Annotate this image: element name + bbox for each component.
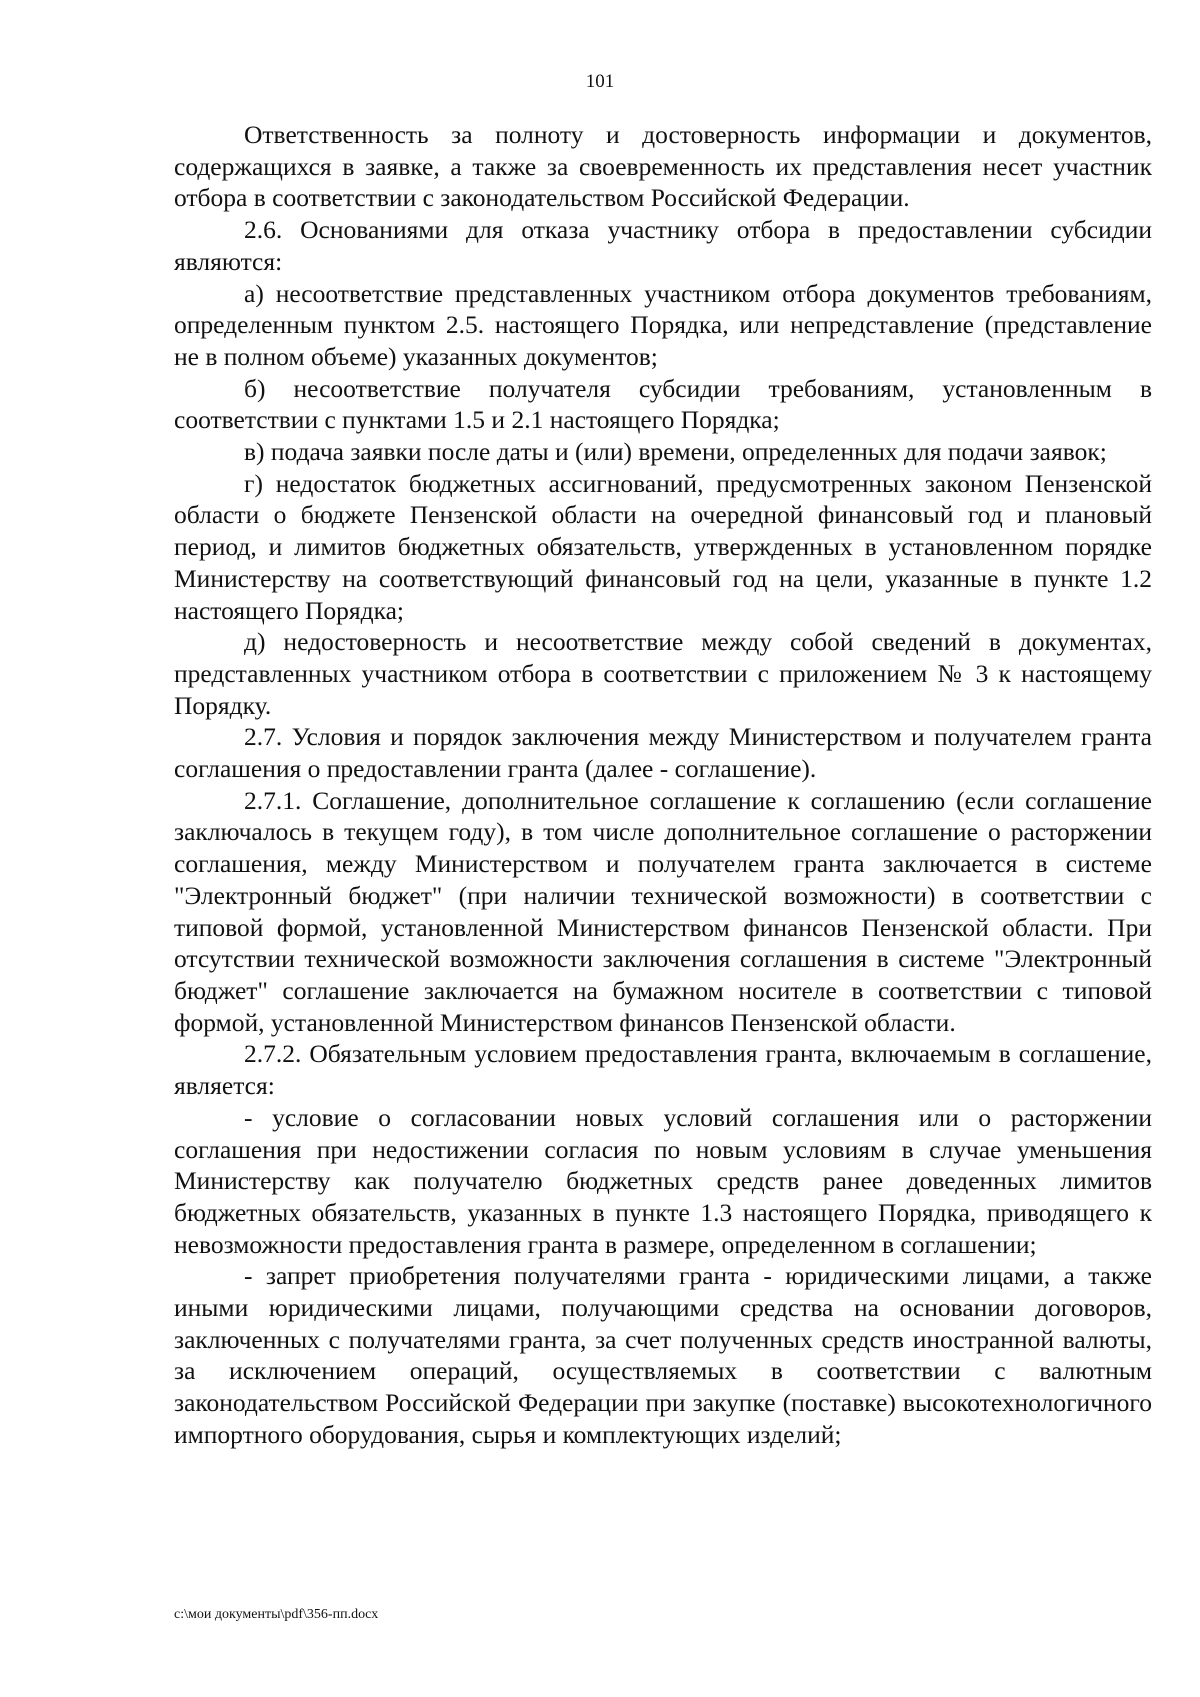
paragraph-2-6-g: г) недостаток бюджетных ассигнований, предусмотренных законом Пензенской области о бюджете Пензенской области на очередной финансовый год и плановый период, и лимитов бюджетных обязательств, утвержденных в установленном порядке Министерству на соответствующий финансовый год на цели, указанные в пункте 1.2 настоящего Порядка;: [174, 468, 1152, 625]
paragraph-2-7: 2.7. Условия и порядок заключения между Министерством и получателем гранта соглашения о предоставлении гранта (далее - соглашение).: [174, 722, 1152, 784]
file-path-footer: c:\мои документы\pdf\356-пп.docx: [174, 1607, 379, 1622]
paragraph-prohibition-currency: - запрет приобретения получателями гранта - юридическими лицами, а также иными юридическими лицами, получающими средства на основании договоров, заключенных с получателями гранта, за счет полученных средств иностранной валюты, за исключением операций, осуществляемых в соответствии с валютным законодательством Российской Федерации при закупке (поставке) высокотехнологичного импортного оборудования, сырья и комплектующих изделий;: [174, 1261, 1152, 1449]
paragraph-2-6-d: д) недостоверность и несоответствие между собой сведений в документах, представленных участником отбора в соответствии с приложением № 3 к настоящему Порядку.: [174, 627, 1152, 720]
paragraph-2-6-a: а) несоответствие представленных участником отбора документов требованиям, определенным пунктом 2.5. настоящего Порядка, или непредставление (представление не в полном объеме) указанных документов;: [174, 278, 1152, 371]
paragraph-responsibility: Ответственность за полноту и достоверность информации и документов, содержащихся в заявке, а также за своевременность их представления несет участник отбора в соответствии с законодательством Российской Федерации.: [174, 120, 1152, 213]
paragraph-2-6-v: в) подача заявки после даты и (или) времени, определенных для подачи заявок;: [244, 437, 1107, 467]
document-body: [174, 119, 1152, 1451]
paragraph-2-6: 2.6. Основаниями для отказа участнику отбора в предоставлении субсидии являются:: [174, 215, 1152, 276]
page-number: 101: [585, 71, 615, 92]
paragraph-2-6-b: б) несоответствие получателя субсидии требованиям, установленным в соответствии с пунктами 1.5 и 2.1 настоящего Порядка;: [174, 373, 1152, 435]
paragraph-condition-agreement: - условие о согласовании новых условий соглашения или о расторжении соглашения при недостижении согласия по новым условиям в случае уменьшения Министерству как получателю бюджетных средств ранее доведенных лимитов бюджетных обязательств, указанных в пункте 1.3 настоящего Порядка, приводящего к невозможности предоставления гранта в размере, определенном в соглашении;: [174, 1102, 1152, 1259]
paragraph-2-7-1: 2.7.1. Соглашение, дополнительное соглашение к соглашению (если соглашение заключалось в текущем году), в том числе дополнительное соглашение о расторжении соглашения, между Министерством и получателем гранта заключается в системе "Электронный бюджет" (при наличии технической возможности) в соответствии с типовой формой, установленной Министерством финансов Пензенской области. При отсутствии технической возможности заключения соглашения в системе "Электронный бюджет" соглашение заключается на бумажном носителе в соответствии с типовой формой, установленной Министерством финансов Пензенской области.: [174, 785, 1152, 1037]
paragraph-2-7-2: 2.7.2. Обязательным условием предоставления гранта, включаемым в соглашение, является:: [174, 1039, 1152, 1101]
